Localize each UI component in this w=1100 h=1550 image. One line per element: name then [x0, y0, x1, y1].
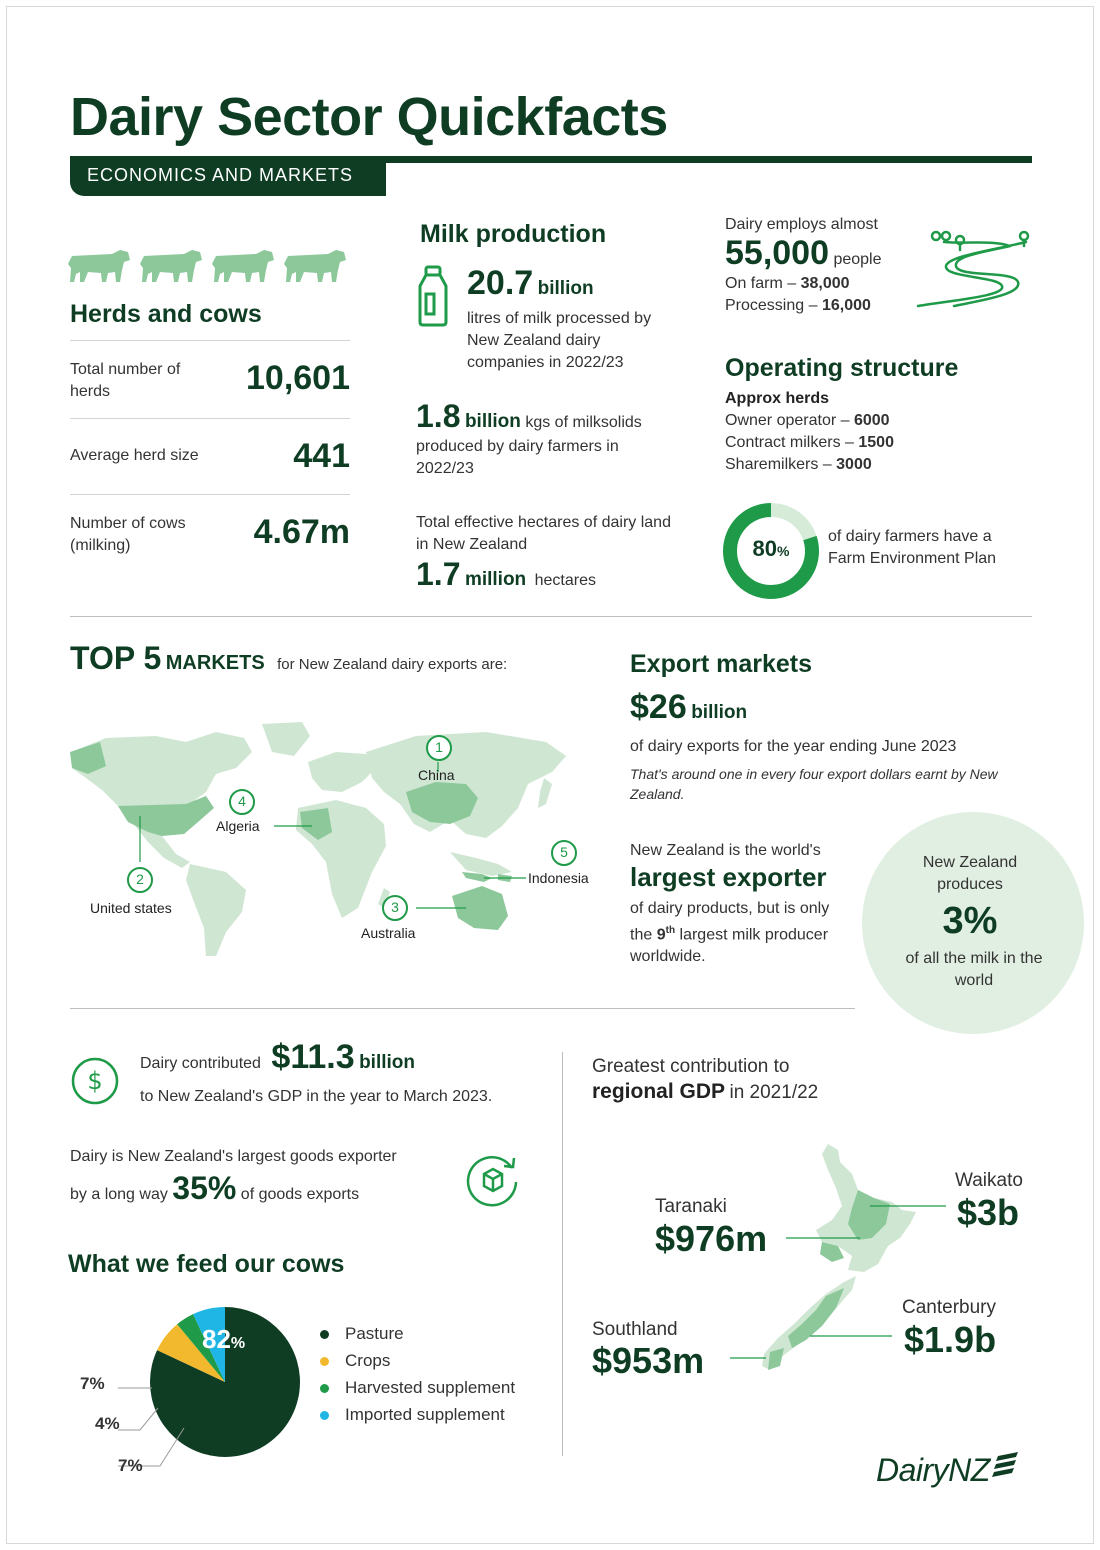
regional-title-line [592, 1080, 818, 1104]
australia-num: 3 [391, 899, 399, 915]
contract-label: Contract milkers – [725, 434, 854, 451]
largest-c: of dairy products, but is only the [630, 900, 830, 944]
largest-d: largest milk producer worldwide. [630, 926, 829, 966]
legend-label: Crops [345, 1351, 391, 1370]
legend-dot [320, 1411, 329, 1420]
employ-suffix: people [833, 251, 882, 268]
legend-crops [320, 1351, 390, 1371]
legend-label: Pasture [345, 1324, 404, 1343]
indonesia-num: 5 [560, 844, 568, 860]
gdp-unit: billion [359, 1052, 416, 1073]
top5-a: TOP 5 [70, 640, 162, 676]
logo-stripes-icon [992, 1452, 1020, 1482]
section-tag: ECONOMICS AND MARKETS [70, 158, 386, 196]
algeria-label: Algeria [216, 818, 260, 834]
employ-stat [725, 234, 882, 273]
gdp-stat [140, 1038, 415, 1077]
fep-percent-num: 80 [752, 536, 778, 561]
pie-leader-line [118, 1408, 158, 1430]
litres-value: 20.7 [467, 264, 534, 302]
owner-value: 6000 [853, 412, 890, 429]
exports-title: Export markets [630, 650, 813, 678]
indonesia-label: Indonesia [528, 870, 589, 886]
legend-dot [320, 1357, 329, 1366]
land-value: 1.7 [416, 556, 461, 592]
regional-title-c: in 2021/22 [729, 1082, 819, 1103]
herds-value: 10,601 [246, 359, 350, 397]
world-map [66, 712, 578, 962]
taranaki-value: $976m [655, 1218, 768, 1259]
regional-title-a: Greatest contribution to [592, 1056, 790, 1077]
solids-stat [416, 398, 642, 435]
pasture-pct-num: 82 [202, 1324, 231, 1354]
legend-label: Harvested supplement [345, 1378, 516, 1397]
waikato-name: Waikato [955, 1170, 1023, 1191]
southland-name: Southland [592, 1319, 678, 1340]
owner-label: Owner operator – [725, 412, 850, 429]
litres-unit: billion [537, 278, 594, 299]
canterbury-value: $1.9b [904, 1319, 997, 1360]
vertical-divider [562, 1052, 563, 1456]
pie-label-harvested: 4% [95, 1414, 120, 1433]
fep-percent-sign: % [777, 543, 790, 559]
us-marker [126, 866, 154, 899]
employ-farm-value: 38,000 [800, 275, 850, 292]
contract-value: 1500 [858, 434, 894, 451]
regional-title-b: regional GDP [592, 1080, 726, 1103]
solids-unit: billion [464, 411, 521, 432]
structure-title: Operating structure [725, 354, 959, 382]
largest-a: New Zealand is the world's [630, 842, 821, 859]
fep-label [722, 536, 820, 562]
australia-marker [381, 894, 409, 927]
divider-2 [70, 1008, 855, 1009]
pie-label-crops: 7% [118, 1456, 143, 1475]
gdp-pre: Dairy contributed [140, 1055, 261, 1072]
cows-icon [68, 246, 353, 286]
indonesia-marker [550, 839, 578, 872]
pie-label-imported: 7% [80, 1374, 105, 1393]
legend-dot [320, 1330, 329, 1339]
pasture-pct-sign: % [230, 1335, 246, 1352]
employ-proc [725, 295, 871, 317]
goods-pct: 35% [172, 1170, 237, 1206]
largest-b: largest exporter [630, 862, 827, 892]
canterbury-name: Canterbury [902, 1297, 996, 1318]
employ-farm-label: On farm – [725, 275, 797, 292]
top5-c: for New Zealand dairy exports are: [277, 656, 508, 673]
legend-pasture [320, 1324, 404, 1344]
gdp-post: to New Zealand's GDP in the year to March 2023. [140, 1088, 493, 1105]
taranaki-name: Taranaki [655, 1196, 727, 1217]
exports-value: $26 [630, 688, 687, 726]
australia-label: Australia [361, 925, 416, 941]
cows-row [70, 494, 350, 574]
solids-text-a: kgs of milksolids [525, 414, 642, 431]
fep-text: of dairy farmers have a Farm Environment Plan [828, 528, 997, 567]
solids-text-b: produced by dairy farmers in 2022/23 [416, 438, 619, 477]
litres-stat [467, 264, 594, 303]
circle-value: 3% [942, 900, 998, 942]
employ-farm [725, 273, 850, 295]
structure-owner [725, 410, 890, 432]
land-suffix: hectares [534, 572, 596, 589]
logo-text: DairyNZ [876, 1452, 990, 1488]
employ-proc-label: Processing – [725, 297, 818, 314]
goods-c: of goods exports [240, 1186, 360, 1203]
land-unit: million [464, 569, 527, 590]
milk-bottle-icon [416, 264, 450, 328]
goods-a: Dairy is New Zealand's largest goods exporter [70, 1148, 397, 1165]
litres-text: litres of milk processed by New Zealand dairy companies in 2022/23 [467, 310, 652, 371]
goods-b: by a long way [70, 1186, 168, 1203]
dollar-icon [70, 1056, 120, 1106]
structure-contract [725, 432, 894, 454]
dairynz-logo [876, 1452, 1020, 1489]
pie-label-pasture [202, 1324, 245, 1355]
herd-size-value: 441 [293, 437, 350, 475]
herd-size-label: Average herd size [70, 447, 199, 464]
cows-value: 4.67m [253, 513, 350, 551]
circle-a: New Zealand produces [922, 854, 1018, 893]
land-stat [416, 556, 596, 593]
herd-size-row [70, 418, 350, 494]
waikato-value: $3b [957, 1192, 1020, 1233]
southland-value: $953m [592, 1340, 705, 1381]
goods-line [70, 1170, 359, 1207]
top5-heading [70, 640, 507, 677]
us-num: 2 [136, 871, 144, 887]
employ-proc-value: 16,000 [821, 297, 871, 314]
share-label: Sharemilkers – [725, 456, 832, 473]
china-label: China [418, 767, 455, 783]
feed-title: What we feed our cows [68, 1250, 345, 1278]
largest-ninth: 9 [656, 926, 666, 944]
circle-b: of all the milk in the world [905, 950, 1043, 989]
exports-stat [630, 688, 747, 727]
algeria-marker [228, 788, 256, 821]
solids-value: 1.8 [416, 398, 461, 434]
china-marker [425, 734, 453, 767]
legend-harvested [320, 1378, 515, 1398]
page-title: Dairy Sector Quickfacts [70, 87, 668, 147]
largest-th: th [665, 925, 676, 936]
herds-label: Total number of herds [70, 361, 181, 400]
exports-text: of dairy exports for the year ending June 2023 [630, 738, 957, 755]
cows-label: Number of cows (milking) [70, 515, 186, 554]
employ-intro: Dairy employs almost [725, 216, 878, 233]
exports-unit: billion [691, 702, 748, 723]
us-label: United states [90, 900, 172, 916]
herds-row [70, 340, 350, 418]
algeria-num: 4 [238, 793, 246, 809]
legend-label: Imported supplement [345, 1405, 505, 1424]
exports-note: That's around one in every four export dollars earnt by New Zealand. [630, 766, 998, 802]
road-trees-icon [914, 226, 1038, 310]
top5-b: MARKETS [165, 652, 265, 674]
land-text: Total effective hectares of dairy land in New Zealand [416, 514, 671, 553]
employ-value: 55,000 [725, 234, 829, 272]
legend-dot [320, 1384, 329, 1393]
herds-title: Herds and cows [70, 300, 262, 328]
legend-imported [320, 1405, 505, 1425]
divider-1 [70, 616, 1032, 617]
structure-subtitle: Approx herds [725, 390, 830, 407]
structure-share [725, 454, 872, 476]
gdp-value: $11.3 [271, 1038, 355, 1076]
svg-text:$: $ [87, 1067, 103, 1095]
china-num: 1 [435, 739, 443, 755]
milk-title: Milk production [420, 220, 607, 248]
share-value: 3000 [836, 456, 872, 473]
largest-c-block [630, 898, 830, 968]
box-cycle-icon [464, 1150, 522, 1208]
